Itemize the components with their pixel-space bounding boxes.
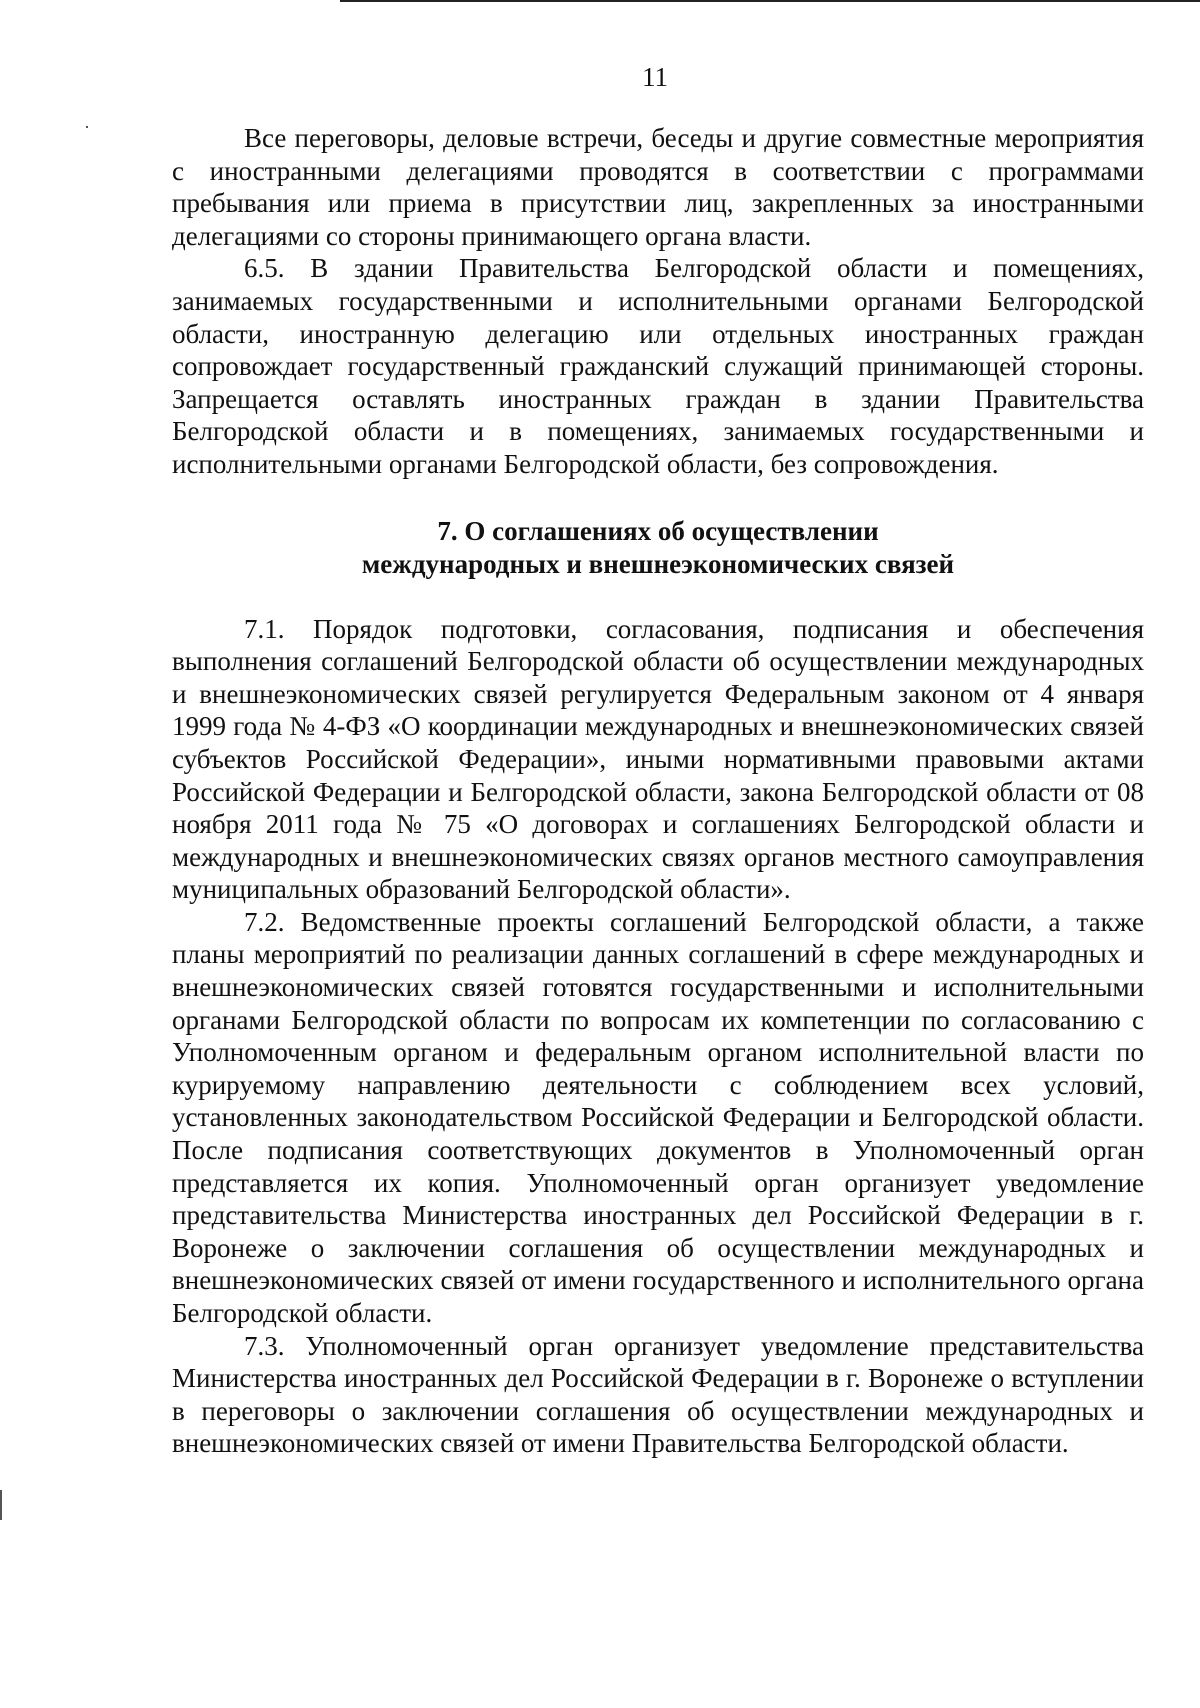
section-heading-line-2: международных и внешнеэкономических связей [361,548,955,579]
paragraph-negotiations: Все переговоры, деловые встречи, беседы и другие совместные мероприятия с иностранными делегациями проводятся в соответствии с программами пребывания или приема в присутствии лиц, закрепленных за иностранными делегациями со стороны принимающего органа власти. [172,123,1144,251]
paragraph-7-3: 7.3. Уполномоченный орган организует уведомление представительства Министерства иностранных дел Российской Федерации в г. Воронеже о вступлении в переговоры о заключении соглашения об осуществлении международных и внешнеэкономических связей от имени Правительства Белгородской области. [172,1330,1144,1459]
paragraph-7-2: 7.2. Ведомственные проекты соглашений Белгородской области, а также планы мероприятий по реализации данных соглашений в сфере международных и внешнеэкономических связей готовятся государственными и исполнительными органами Белгородской области по вопросам их компетенции по согласованию с Уполномоченным органом и федеральным органом исполнительной власти по курируемому направлению деятельности с соблюдением всех условий, установленных законодательством Российской Федерации и Белгородской области. После подписания соответствующих документов в Уполномоченный орган представляется их копия. Уполномоченный орган организует уведомление представительства Министерства иностранных дел Российской Федерации в г. Воронеже о заключении соглашения об осуществлении международных и внешнеэкономических связей от имени государственного и исполнительного органа Белгородской области. [172,906,1144,1328]
paragraph-6-5: 6.5. В здании Правительства Белгородской области и помещениях, занимаемых государственными и исполнительными органами Белгородской области, иностранную делегацию или отдельных иностранных граждан сопровождает государственный гражданский служащий принимающей стороны. Запрещается оставлять иностранных граждан в здании Правительства Белгородской области и в помещениях, занимаемых государственными и исполнительными органами Белгородской области, без сопровождения. [172,253,1144,479]
document-body [172,122,1144,1460]
top-scan-rule [340,0,1200,2]
page-number: 11 [642,62,668,92]
scan-mark-left-bottom [0,1490,2,1520]
section-heading [172,515,1144,581]
section-heading-line-1: 7. О соглашениях об осуществлении [437,515,879,546]
scan-mark-left-top [86,126,88,128]
paragraph-7-1: 7.1. Порядок подготовки, согласования, подписания и обеспечения выполнения соглашений Белгородской области об осуществлении международных и внешнеэкономических связей регулируется Федеральным законом от 4 января 1999 года № 4-ФЗ «О координации международных и внешнеэкономических связей субъектов Российской Федерации», иными нормативными правовыми актами Российской Федерации и Белгородской области, закона Белгородской области от 08 ноября 2011 года № 75 «О договорах и соглашениях Белгородской области и международных и внешнеэкономических связях органов местного самоуправления муниципальных образований Белгородской области». [172,613,1144,905]
